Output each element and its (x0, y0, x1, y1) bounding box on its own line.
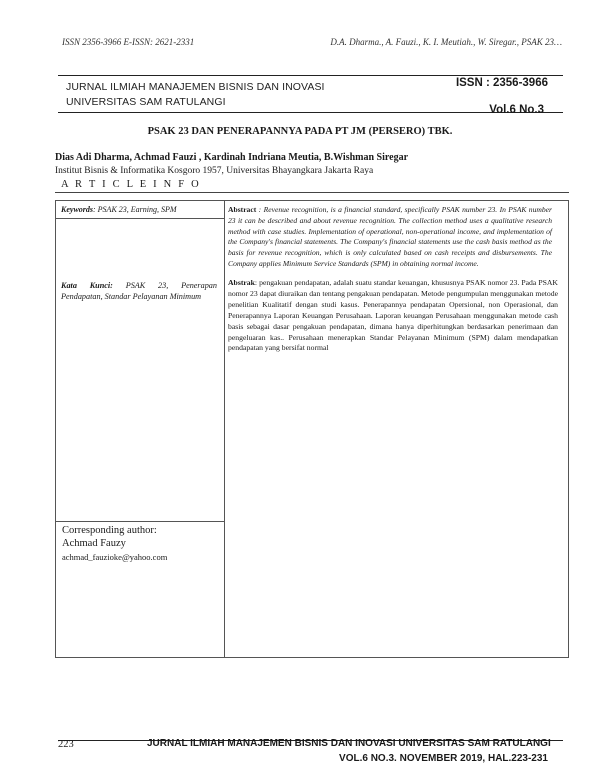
running-header-authors: D.A. Dharma., A. Fauzi., K. I. Meutiah., W. Siregar., PSAK 23… (330, 37, 562, 47)
footer-journal-name: JURNAL ILMIAH MANAJEMEN BISNIS DAN INOVASI UNIVERSITAS SAM RATULANGI (147, 738, 551, 749)
article-institution: Institut Bisnis & Informatika Kosgoro 1957, Universitas Bhayangkara Jakarta Raya (55, 166, 374, 176)
article-title: PSAK 23 DAN PENERAPANNYA PADA PT JM (PERSERO) TBK. (147, 126, 453, 137)
info-table-right-border (568, 200, 569, 657)
kata-kunci-value: PSAK 23, Penerapan Pendapatan, Standar Pelayanan Minimum (61, 281, 217, 301)
journal-name-line2: UNIVERSITAS SAM RATULANGI (66, 96, 226, 108)
keywords-label: Keywords (61, 205, 93, 214)
info-table-top-border (55, 200, 569, 201)
journal-volume: Vol.6 No.3 (489, 104, 544, 116)
journal-issn: ISSN : 2356-3966 (455, 77, 548, 89)
journal-name (66, 80, 325, 110)
keywords-value: : PSAK 23, Earning, SPM (93, 205, 177, 214)
info-table-column-divider (224, 200, 225, 657)
info-table-row-divider (55, 521, 224, 522)
info-table-bottom-border (55, 657, 569, 658)
footer-volume: VOL.6 NO.3. NOVEMBER 2019, HAL.223-231 (339, 753, 548, 764)
abstract-english (228, 205, 552, 270)
kata-kunci (61, 280, 217, 302)
abstrak-indonesian (228, 278, 558, 354)
corresponding-author-email[interactable]: achmad_fauzioke@yahoo.com (62, 552, 168, 562)
divider (55, 192, 569, 193)
page-number: 223 (58, 739, 74, 750)
article-authors: Dias Adi Dharma, Achmad Fauzi , Kardinah Indriana Meutia, B.Wishman Siregar (55, 152, 409, 163)
running-header-issn: ISSN 2356-3966 E-ISSN: 2621-2331 (62, 37, 195, 47)
corresponding-author-name: Achmad Fauzy (62, 538, 126, 549)
abstrak-label: Abstrak (228, 278, 255, 287)
article-info-heading: A R T I C L E I N F O (61, 179, 201, 190)
journal-name-line1: JURNAL ILMIAH MANAJEMEN BISNIS DAN INOVASI (66, 81, 325, 93)
keywords (61, 205, 177, 214)
abstract-text: : Revenue recognition, is a financial standard, specifically PSAK number 23. In PSAK number 23 it can be described and about revenue recognition. The collection method uses a qualitative research method with case studies. Implementation of operational, non-operational income, and implementation of the Company's financial statements. The Company's financial statements use the cash basis method as the basis for revenue recognition, which is only calculated based on cash receipts and disbursements. The Company applies Minimum Service Standards (SPM) in obtaining normal income. (228, 205, 552, 268)
corresponding-author-label: Corresponding author: (62, 525, 157, 536)
info-table-row-divider (55, 218, 224, 219)
abstrak-text: : pengakuan pendapatan, adalah suatu standar keuangan, khususnya PSAK nomor 23. Pada PSAK nomor 23 dapat diuraikan dan tentang pengakuan pendapatan. Metode pengumpulan menggunakan metode penelitian Kualitatif dengan studi kasus. Penerapannya pendapatan Opersional, non Operasional, dan Penerapannya Laporan Keuangan Perusahaan. Laporan keuangan Perusahaan menggunakan metode cash basis sebagai dasar pengakuan pendapatan, dimana hanya diperhitungkan berdasarkan penerimaan dan pengeluaran kas.. Perusahaan menerapkan Standar Pelayanan Minimum (SPM) dalam mendapatkan pendapatan yang bersifat normal (228, 278, 558, 353)
abstract-label: Abstract (228, 205, 257, 214)
info-table-left-border (55, 200, 56, 657)
kata-kunci-label: Kata Kunci: (61, 281, 113, 290)
